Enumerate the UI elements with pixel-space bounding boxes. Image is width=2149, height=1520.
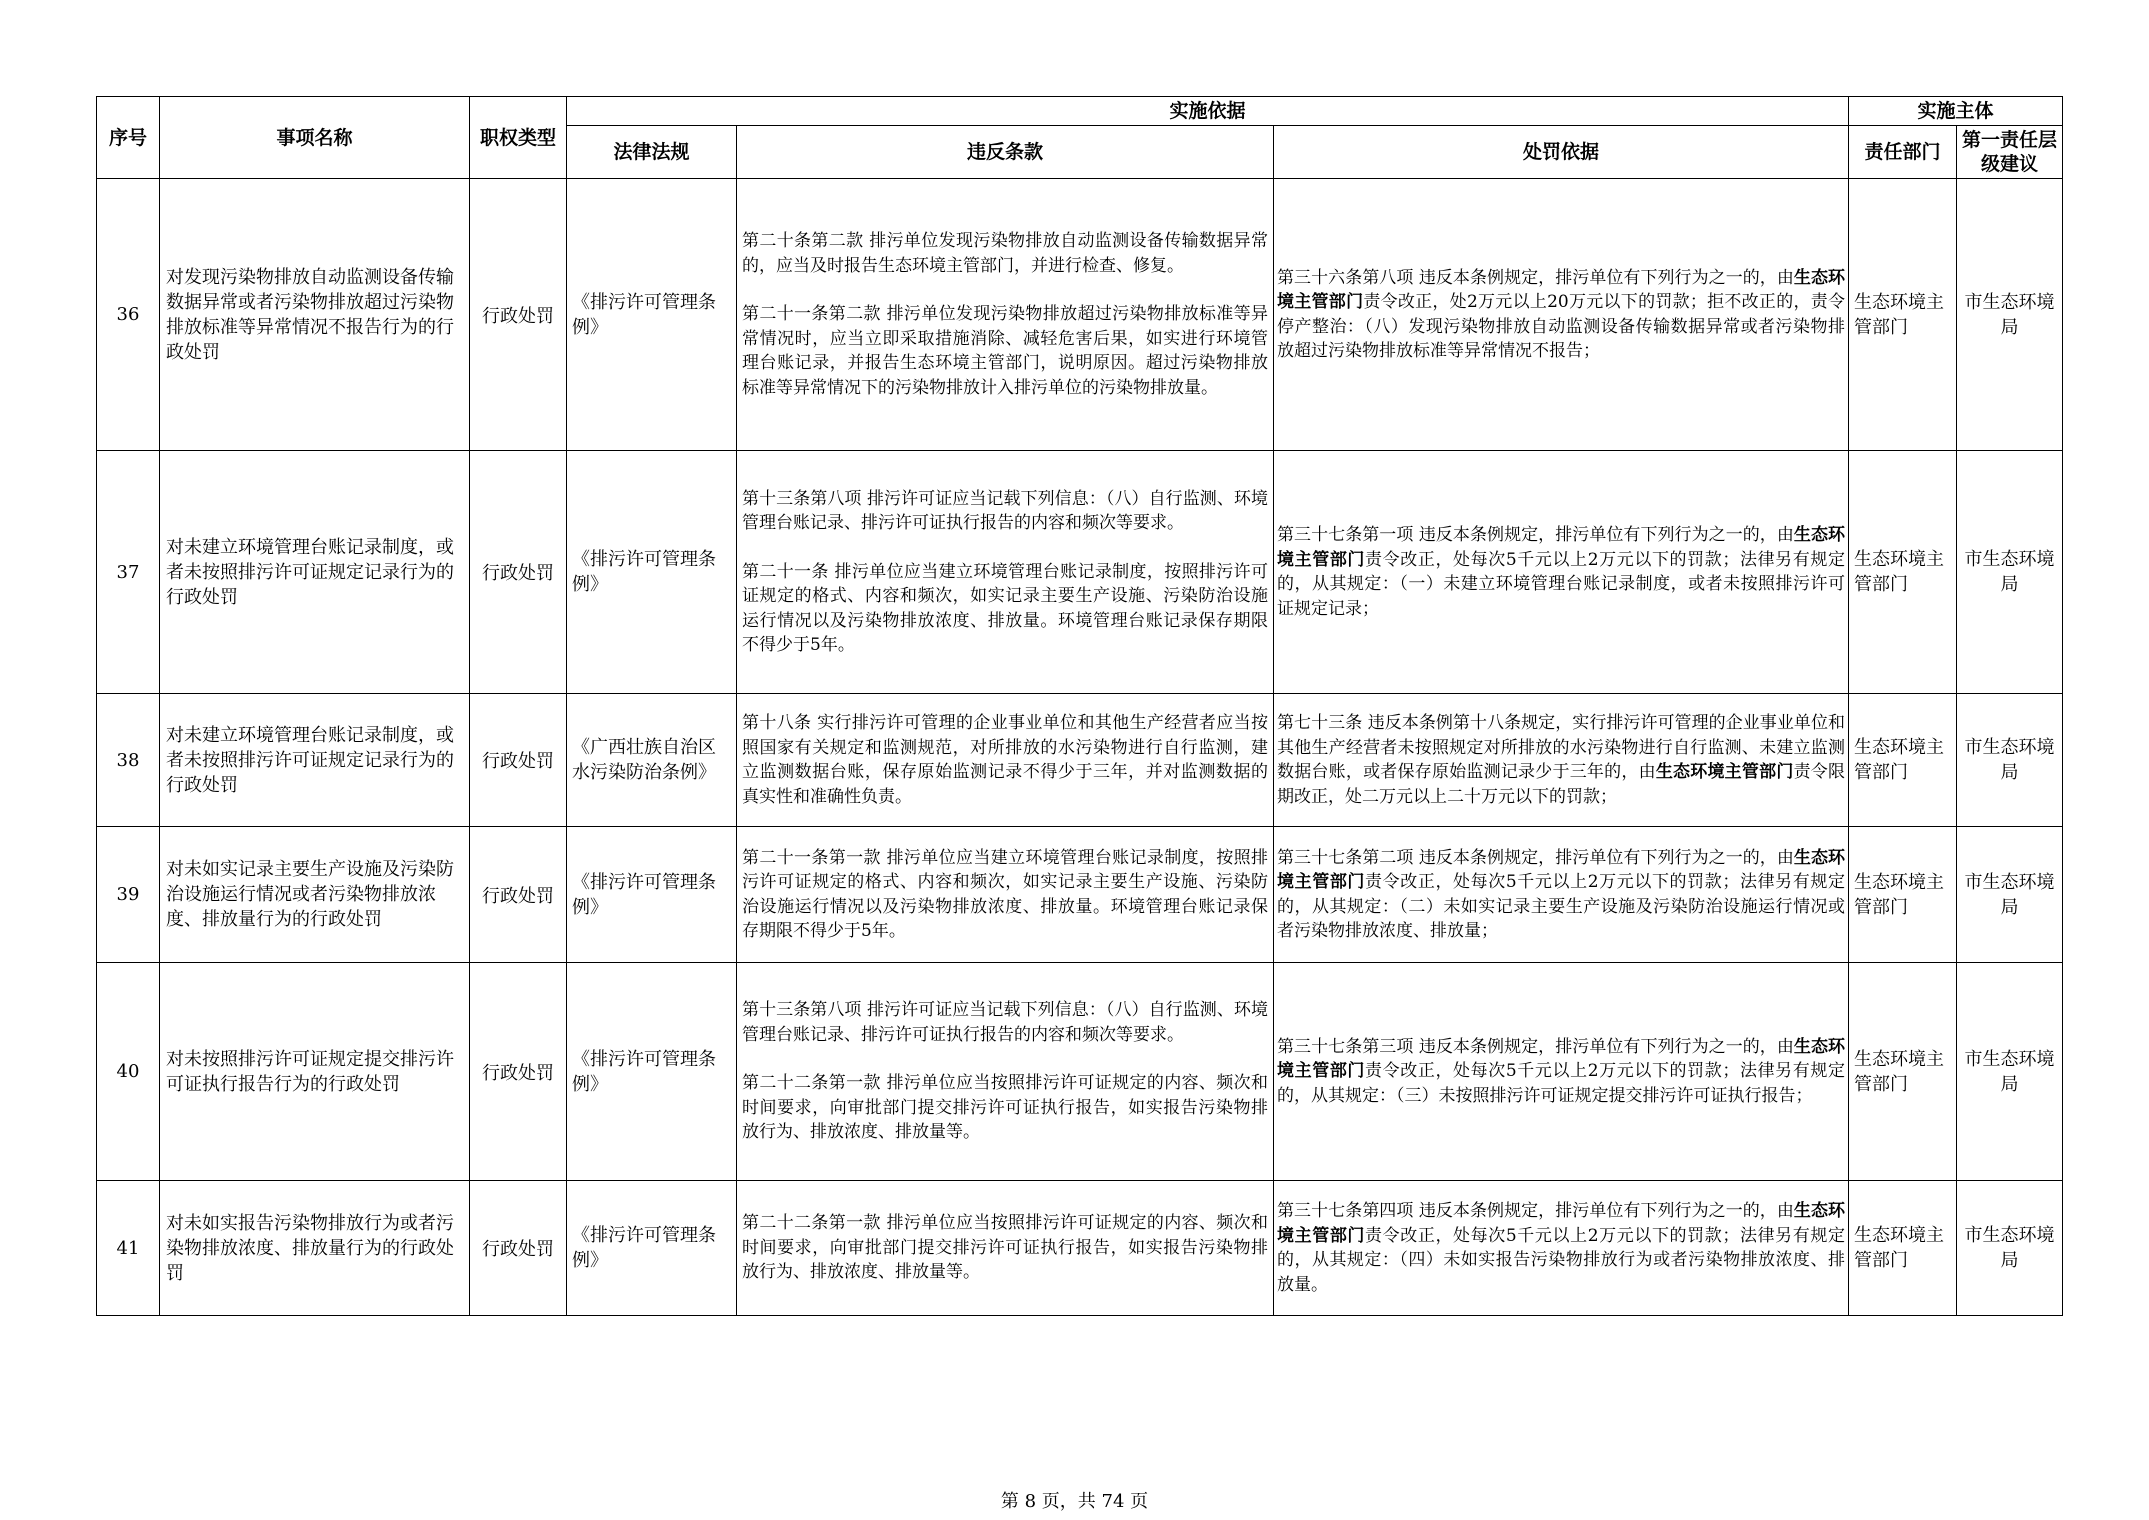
penalty-text: 责令限期改正，处二万元以上二十万元以下的罚款；	[1277, 762, 1845, 807]
penalty-authority: 生态环境主管部门	[1277, 1201, 1846, 1246]
penalty-text: 第三十七条第四项 违反本条例规定，排污单位有下列行为之一的，由	[1277, 1201, 1794, 1221]
penalty-cell	[1274, 827, 1849, 963]
row-number: 39	[97, 827, 160, 963]
violation-cell	[737, 179, 1274, 451]
header-basis-group: 实施依据	[567, 97, 1849, 126]
law-cell: 《排污许可管理条例》	[567, 451, 737, 694]
violation-paragraph: 第二十一条第一款 排污单位应当建立环境管理台账记录制度，按照排污许可证规定的格式、内容和频次，如实记录主要生产设施、污染防治设施运行情况以及污染物排放浓度、排放量。环境管理台账记录保存期限不得少于5年。	[742, 847, 1268, 941]
row-number: 40	[97, 963, 160, 1181]
violation-paragraph: 第二十一条 排污单位应当建立环境管理台账记录制度，按照排污许可证规定的格式、内容和频次，如实记录主要生产设施、污染防治设施运行情况以及污染物排放浓度、排放量。环境管理台账记录保存期限不得少于5年。	[742, 561, 1268, 655]
violation-paragraph: 第二十二条第一款 排污单位应当按照排污许可证规定的内容、频次和时间要求，向审批部门提交排污许可证执行报告，如实报告污染物排放行为、排放浓度、排放量等。	[742, 1213, 1268, 1283]
responsible-dept-cell: 生态环境主管部门	[1849, 179, 1957, 451]
responsibility-level-cell: 市生态环境局	[1957, 1181, 2063, 1316]
responsibility-level-cell: 市生态环境局	[1957, 694, 2063, 827]
header-subject-group: 实施主体	[1849, 97, 2063, 126]
law-cell: 《排污许可管理条例》	[567, 1181, 737, 1316]
penalty-cell	[1274, 694, 1849, 827]
penalty-authority: 生态环境主管部门	[1277, 1036, 1846, 1082]
violation-paragraph: 第十三条第八项 排污许可证应当记载下列信息：（八）自行监测、环境管理台账记录、排污许可证执行报告的内容和频次等要求。	[742, 1000, 1268, 1045]
law-cell: 《广西壮族自治区水污染防治条例》	[567, 694, 737, 827]
table-row	[97, 963, 2063, 1181]
power-type-cell: 行政处罚	[470, 451, 567, 694]
penalty-authority: 生态环境主管部门	[1277, 847, 1846, 892]
power-type-cell: 行政处罚	[470, 1181, 567, 1316]
responsible-dept-cell: 生态环境主管部门	[1849, 963, 1957, 1181]
header-power-type: 职权类型	[470, 97, 567, 179]
power-type-cell: 行政处罚	[470, 827, 567, 963]
item-name-cell: 对未建立环境管理台账记录制度，或者未按照排污许可证规定记录行为的行政处罚	[160, 451, 470, 694]
table-row	[97, 827, 2063, 963]
table-row	[97, 179, 2063, 451]
item-name-cell: 对未如实记录主要生产设施及污染防治设施运行情况或者污染物排放浓度、排放量行为的行政处罚	[160, 827, 470, 963]
table-header	[97, 97, 2063, 179]
item-name-cell: 对发现污染物排放自动监测设备传输数据异常或者污染物排放超过污染物排放标准等异常情况不报告行为的行政处罚	[160, 179, 470, 451]
row-number: 36	[97, 179, 160, 451]
row-number: 41	[97, 1181, 160, 1316]
penalty-text: 第三十七条第二项 违反本条例规定，排污单位有下列行为之一的，由	[1277, 847, 1794, 868]
penalty-cell	[1274, 179, 1849, 451]
violation-paragraph: 第二十二条第一款 排污单位应当按照排污许可证规定的内容、频次和时间要求，向审批部门提交排污许可证执行报告，如实报告污染物排放行为、排放浓度、排放量等。	[742, 1073, 1268, 1143]
penalty-cell	[1274, 1181, 1849, 1316]
penalty-text: 责令改正，处每次5千元以上2万元以下的罚款；法律另有规定的，从其规定：（三）未按照排污许可证规定提交排污许可证执行报告；	[1277, 1061, 1845, 1106]
penalty-text: 责令改正，处每次5千元以上2万元以下的罚款；法律另有规定的，从其规定：（四）未如实报告污染物排放行为或者污染物排放浓度、排放量。	[1277, 1225, 1845, 1295]
penalty-items-table	[96, 96, 2063, 1316]
responsible-dept-cell: 生态环境主管部门	[1849, 827, 1957, 963]
penalty-text: 责令改正，处2万元以上20万元以下的罚款；拒不改正的，责令停产整治：（八）发现污染物排放自动监测设备传输数据异常或者污染物排放超过污染物排放标准等异常情况不报告；	[1277, 292, 1846, 361]
penalty-text: 责令改正，处每次5千元以上2万元以下的罚款；法律另有规定的，从其规定：（一）未建立环境管理台账记录制度，或者未按照排污许可证规定记录；	[1277, 549, 1845, 619]
responsibility-level-cell: 市生态环境局	[1957, 963, 2063, 1181]
law-cell: 《排污许可管理条例》	[567, 179, 737, 451]
header-violation: 违反条款	[737, 126, 1274, 179]
table-row	[97, 1181, 2063, 1316]
item-name-cell: 对未建立环境管理台账记录制度，或者未按照排污许可证规定记录行为的行政处罚	[160, 694, 470, 827]
law-cell: 《排污许可管理条例》	[567, 827, 737, 963]
penalty-text: 第七十三条 违反本条例第十八条规定，实行排污许可管理的企业事业单位和其他生产经营者未按照规定对所排放的水污染物进行自行监测、未建立监测数据台账，或者保存原始监测记录少于三年的，由	[1277, 713, 1845, 782]
header-penalty: 处罚依据	[1274, 126, 1849, 179]
violation-paragraph: 第十三条第八项 排污许可证应当记载下列信息：（八）自行监测、环境管理台账记录、排污许可证执行报告的内容和频次等要求。	[742, 488, 1268, 533]
penalty-authority: 生态环境主管部门	[1655, 762, 1794, 782]
responsible-dept-cell: 生态环境主管部门	[1849, 694, 1957, 827]
penalty-authority: 生态环境主管部门	[1277, 267, 1846, 312]
violation-cell	[737, 827, 1274, 963]
violation-paragraph: 第十八条 实行排污许可管理的企业事业单位和其他生产经营者应当按照国家有关规定和监测规范，对所排放的水污染物进行自行监测，建立监测数据台账，保存原始监测记录不得少于三年，并对监测数据的真实性和准确性负责。	[742, 713, 1268, 807]
responsibility-level-cell: 市生态环境局	[1957, 827, 2063, 963]
responsibility-level-cell: 市生态环境局	[1957, 451, 2063, 694]
violation-paragraph: 第二十条第二款 排污单位发现污染物排放自动监测设备传输数据异常的，应当及时报告生态环境主管部门，并进行检查、修复。	[742, 231, 1268, 276]
header-seq: 序号	[97, 97, 160, 179]
row-number: 38	[97, 694, 160, 827]
power-type-cell: 行政处罚	[470, 694, 567, 827]
penalty-authority: 生态环境主管部门	[1277, 525, 1846, 570]
penalty-cell	[1274, 963, 1849, 1181]
item-name-cell: 对未按照排污许可证规定提交排污许可证执行报告行为的行政处罚	[160, 963, 470, 1181]
violation-cell	[737, 694, 1274, 827]
responsible-dept-cell: 生态环境主管部门	[1849, 451, 1957, 694]
responsibility-level-cell: 市生态环境局	[1957, 179, 2063, 451]
penalty-text: 责令改正，处每次5千元以上2万元以下的罚款；法律另有规定的，从其规定：（二）未如实记录主要生产设施及污染防治设施运行情况或者污染物排放浓度、排放量；	[1277, 872, 1845, 941]
penalty-text: 第三十六条第八项 违反本条例规定，排污单位有下列行为之一的，由	[1277, 267, 1794, 288]
violation-cell	[737, 1181, 1274, 1316]
violation-cell	[737, 451, 1274, 694]
header-dept: 责任部门	[1849, 126, 1957, 179]
power-type-cell: 行政处罚	[470, 179, 567, 451]
law-cell: 《排污许可管理条例》	[567, 963, 737, 1181]
power-type-cell: 行政处罚	[470, 963, 567, 1181]
penalty-cell	[1274, 451, 1849, 694]
table-row	[97, 451, 2063, 694]
violation-paragraph: 第二十一条第二款 排污单位发现污染物排放超过污染物排放标准等异常情况时，应当立即采取措施消除、减轻危害后果，如实进行环境管理台账记录，并报告生态环境主管部门，说明原因。超过污染物排放标准等异常情况下的污染物排放计入排污单位的污染物排放量。	[742, 304, 1268, 398]
header-item-name: 事项名称	[160, 97, 470, 179]
responsible-dept-cell: 生态环境主管部门	[1849, 1181, 1957, 1316]
row-number: 37	[97, 451, 160, 694]
penalty-text: 第三十七条第三项 违反本条例规定，排污单位有下列行为之一的，由	[1277, 1036, 1794, 1057]
table-body	[97, 179, 2063, 1316]
penalty-text: 第三十七条第一项 违反本条例规定，排污单位有下列行为之一的，由	[1277, 525, 1794, 545]
page-footer: 第 8 页，共 74 页	[1000, 1491, 1149, 1512]
table-row	[97, 694, 2063, 827]
header-law: 法律法规	[567, 126, 737, 179]
violation-cell	[737, 963, 1274, 1181]
header-level: 第一责任层级建议	[1957, 126, 2063, 179]
item-name-cell: 对未如实报告污染物排放行为或者污染物排放浓度、排放量行为的行政处罚	[160, 1181, 470, 1316]
